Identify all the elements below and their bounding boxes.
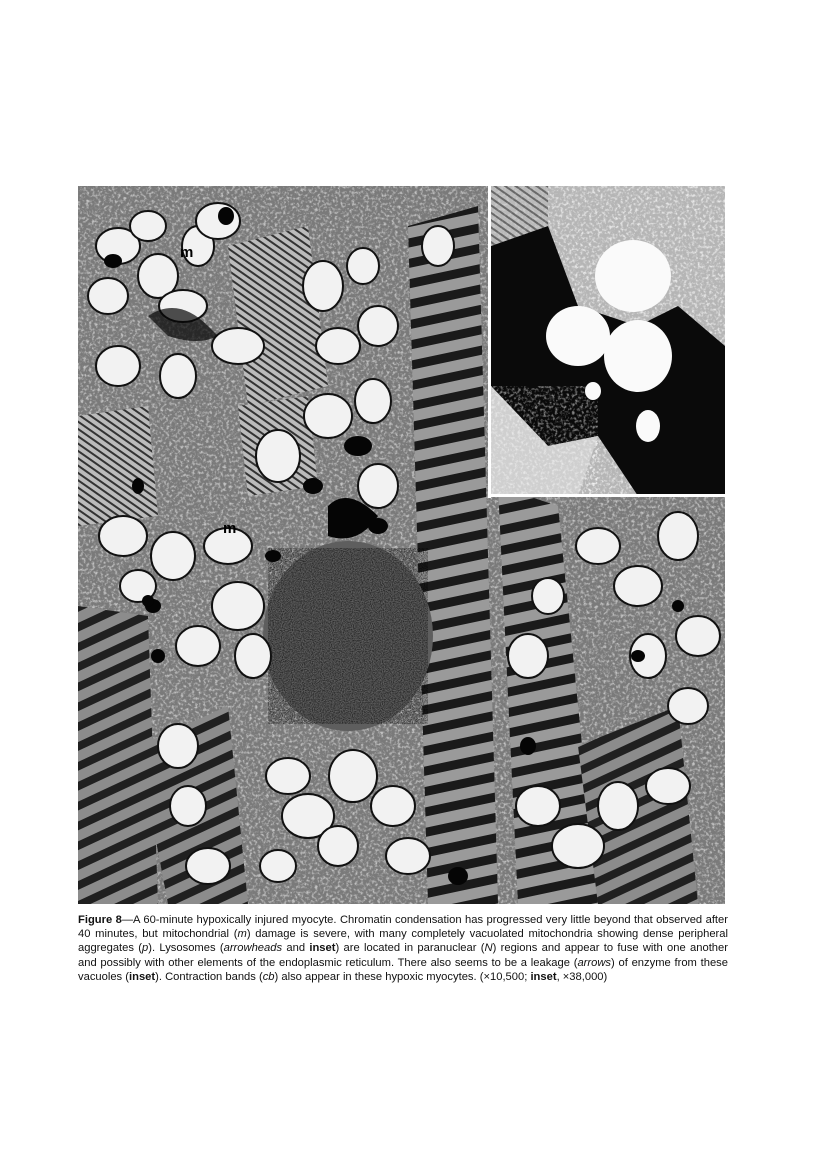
caption-text-2: ) damage is severe, with many completely vacuolated mitochondria showing dense peripheral aggregates (	[78, 928, 728, 955]
figure-caption	[78, 913, 728, 984]
caption-text-9: ) also appear in these hypoxic myocytes. (×10,500;	[274, 970, 531, 983]
caption-text-6: ) regions and appear to fuse with one another and possibly with other elements of the endoplasmic reticulum. There also seems to be a leakage (	[78, 942, 728, 969]
caption-dash: —	[121, 914, 134, 926]
electron-micrograph	[78, 186, 725, 904]
label-m-top: m	[180, 244, 194, 261]
caption-bold-inset-3: inset	[530, 970, 557, 983]
caption-bold-inset-1: inset	[309, 942, 336, 955]
caption-text-3: ). Lysosomes (	[148, 942, 224, 955]
caption-text-7: ) of enzyme from these vacuoles (	[78, 956, 728, 983]
caption-text-5: ) are located in paranuclear (	[335, 942, 485, 955]
micrograph-image	[78, 186, 725, 904]
caption-bold-inset-2: inset	[129, 970, 156, 983]
caption-text-10: , ×38,000)	[556, 970, 608, 983]
caption-text-1: A 60-minute hypoxically injured myocyte. Chromatin condensation has progressed very little beyond that observed after 40 minutes, but mitochondrial (	[78, 914, 728, 941]
caption-italic-p: p	[142, 942, 149, 955]
caption-italic-n: N	[484, 942, 493, 955]
figure-label: Figure 8	[78, 914, 122, 926]
caption-text-8: ). Contraction bands (	[155, 970, 263, 983]
caption-italic-arrows: arrows	[577, 956, 612, 969]
caption-italic-m: m	[237, 928, 247, 941]
micrograph-inset	[488, 186, 725, 498]
caption-text-4: and	[282, 942, 310, 955]
caption-italic-cb: cb	[262, 970, 275, 983]
caption-italic-arrowheads: arrowheads	[223, 942, 283, 955]
label-m-middle: m	[223, 520, 237, 537]
